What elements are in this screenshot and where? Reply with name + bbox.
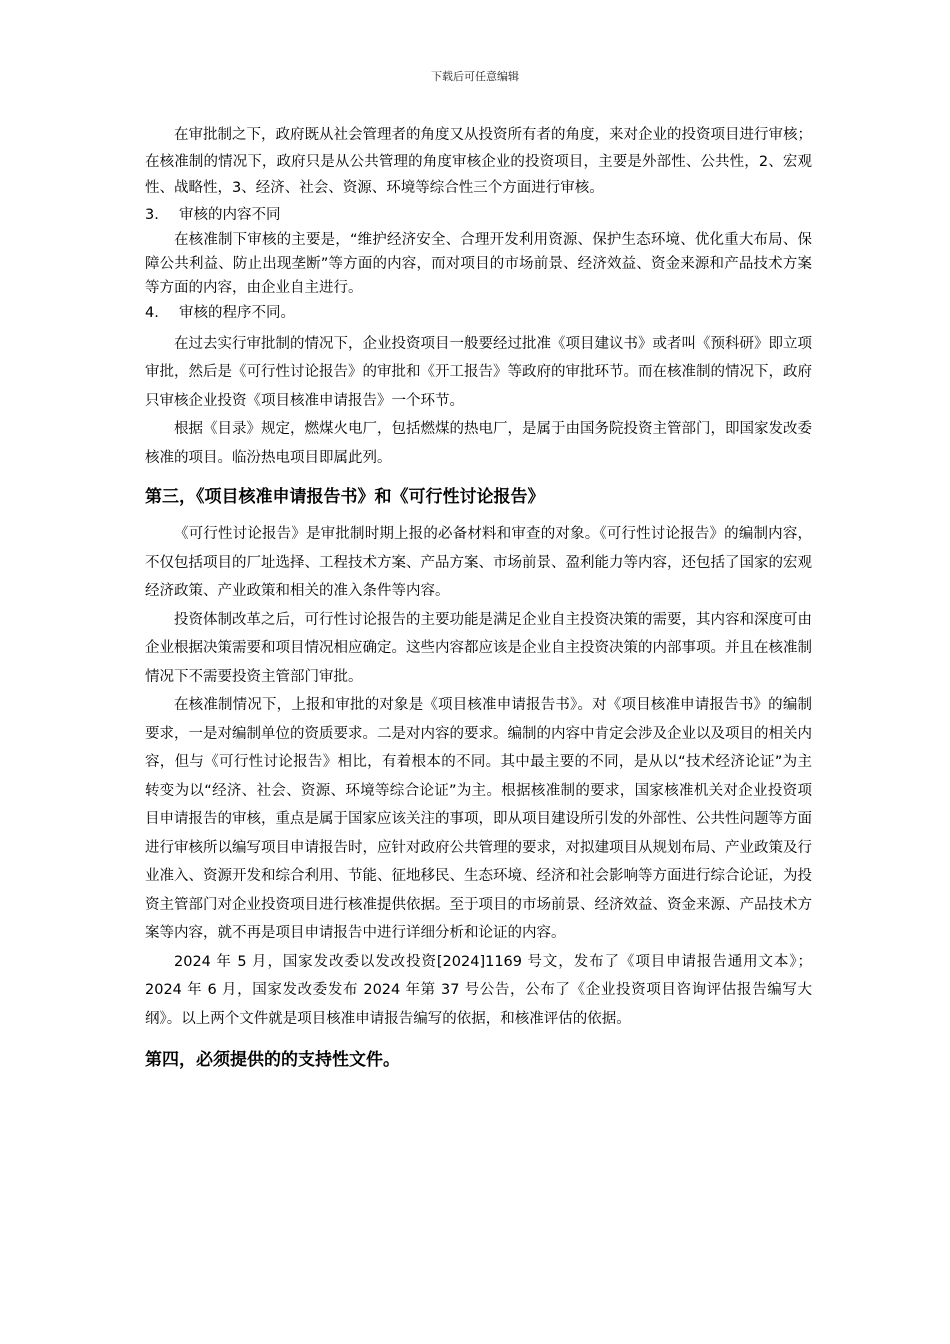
paragraph-approval-report: 在核准制情况下，上报和审批的对象是《项目核准申请报告书》。对《项目核准申请报告书》的编制要求，一是对编制单位的资质要求。二是对内容的要求。编制的内容中肯定会涉及企业以及项目的相关内容，但与《可行性讨论报告》相比，有着根本的不同。其中最主要的不同，是从以“技术经济论证”为主 转变为以“经济、社会、资源、环境等综合论证”为主。根据核准制的要求，国家核准机关对企业投资项目申请报告的审核，重点是属于国家应该关注的事项，即从项目建设所引发的外部性、公共性问题等方面进行审核所以编写项目申请报告时，应针对政府公共管理的要求，对拟建项目从规划布局、产业政策及行业准入、资源开发和综合利用、节能、征地移民、生态环境、经济和社会影响等方面进行综合论证，为投资主管部门对企业投资项目进行核准提供依据。至于项目的市场前景、经济效益、资金来源、产品技术方案等内容，就不再是项目申请报告中进行详细分析和论证的内容。 bbox=[145, 697, 812, 941]
list-number: 4. bbox=[145, 304, 159, 321]
list-item-text: 审核的内容不同 bbox=[179, 206, 281, 223]
paragraph-review-procedure: 在过去实行审批制的情况下，企业投资项目一般要经过批准《项目建议书》或者叫《预科研》即立项审批，然后是《可行性讨论报告》的审批和《开工报告》等政府的审批环节。而在核准制的情况下，政府只审核企业投资《项目核准申请报告》一个环节。 bbox=[145, 335, 812, 409]
list-number: 3. bbox=[145, 206, 159, 223]
paragraph-catalog: 根据《目录》规定，燃煤火电厂，包括燃煤的热电厂，是属于由国务院投资主管部门，即国家发改委核准的项目。临汾热电项目即属此列。 bbox=[145, 421, 812, 466]
paragraph-reform: 投资体制改革之后，可行性讨论报告的主要功能是满足企业自主投资决策的需要，其内容和深度可由企业根据决策需要和项目情况相应确定。这些内容都应该是企业自主投资决策的内部事项。并且在核准制情况下不需要投资主管部门审批。 bbox=[145, 611, 812, 685]
heading-section-4: 第四，必须提供的的支持性文件。 bbox=[145, 1050, 400, 1070]
paragraph-review-content: 在核准制下审核的主要是，“维护经济安全、合理开发利用资源、保护生态环境、优化重大布局、保障公共利益、防止出现垄断”等方面的内容，而对项目的市场前景、经济效益、资金来源和产品技术方案等方面的内容，由企业自主进行。 bbox=[145, 231, 812, 296]
paragraph-review-scope: 在审批制之下，政府既从社会管理者的角度又从投资所有者的角度，来对企业的投资项目进行审核；在核准制的情况下，政府只是从公共管理的角度审核企业的投资项目，主要是外部性、公共性，2、宏观性、战略性，3、经济、社会、资源、环境等综合性三个方面进行审核。 bbox=[145, 127, 812, 196]
heading-section-3: 第三，《项目核准申请报告书》和《可行性讨论报告》 bbox=[145, 487, 545, 507]
list-item-4 bbox=[145, 300, 812, 326]
paragraph-documents-2024: 2024 年 5 月，国家发改委以发改投资[2024]1169 号文，发布了《项目申请报告通用文本》；2024 年 6 月，国家发改委发布 2024 年第 37 号公告，公布了《企业投资项目咨询评估报告编写大纲》。以上两个文件就是项目核准申请报告编写的依据，和核准评估的依据。 bbox=[145, 953, 812, 1027]
list-item-text: 审核的程序不同。 bbox=[179, 304, 295, 321]
list-item-3 bbox=[145, 202, 812, 228]
paragraph-feasibility: 《可行性讨论报告》是审批制时期上报的必备材料和审查的对象。《可行性讨论报告》的编制内容，不仅包括项目的厂址选择、工程技术方案、产品方案、市场前景、盈利能力等内容，还包括了国家的宏观经济政策、产业政策和相关的准入条件等内容。 bbox=[145, 526, 812, 599]
document-body bbox=[145, 122, 812, 1083]
page-header: 下载后可任意编辑 bbox=[431, 70, 519, 83]
